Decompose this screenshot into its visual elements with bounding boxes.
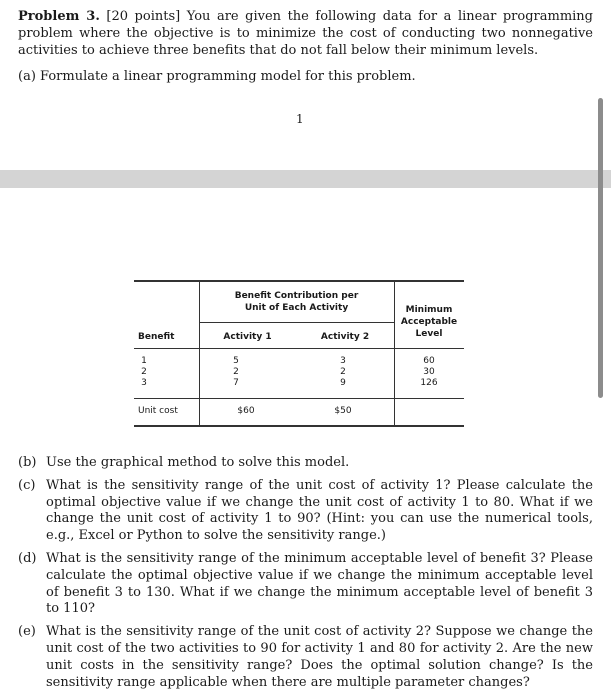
table-cell: 60 xyxy=(423,356,435,366)
question-c xyxy=(18,478,593,545)
data-table xyxy=(134,280,464,427)
group-header-line: Benefit Contribution per xyxy=(234,291,359,301)
problem-label: Problem 3. xyxy=(18,9,100,24)
table-cell: 9 xyxy=(340,378,346,388)
part-a: (a) Formulate a linear programming model for this problem. xyxy=(18,69,416,84)
min-header-line: Level xyxy=(415,329,443,339)
table-cell: 30 xyxy=(423,367,435,377)
group-header-line: Unit of Each Activity xyxy=(244,303,349,313)
problem-points: [20 points] xyxy=(106,9,181,24)
table-cell: 2 xyxy=(141,367,147,377)
question-text: What is the sensitivity range of the unit cost of activity 1? Please calculate the optimal objective value if we change the unit cost of activity 1 to 80. What if we change the unit cost of activity 1 to 90? (Hint: you can use the numerical tools, e.g., Excel or Python to solve the sensitivity range.) xyxy=(46,477,593,544)
table-cell: 126 xyxy=(420,378,438,388)
question-list xyxy=(18,455,593,697)
problem-text: You are given the following data for a linear programming problem where the objective is to minimize the cost of conducting two nonnegative activities to achieve three benefits that do not fall below their minimum levels. xyxy=(18,9,594,58)
unit-cost-label: Unit cost xyxy=(138,406,178,416)
min-header-line: Minimum xyxy=(405,305,453,315)
group-header xyxy=(199,290,394,314)
question-e xyxy=(18,624,593,691)
page-number: 1 xyxy=(296,112,304,126)
table-divider xyxy=(134,398,464,399)
scrollbar-thumb[interactable] xyxy=(598,98,603,398)
question-label: (b) xyxy=(18,455,37,470)
table-cell: 2 xyxy=(233,367,239,377)
table-divider xyxy=(134,348,464,349)
table-divider xyxy=(199,322,394,323)
benefit-header: Benefit xyxy=(138,332,175,342)
question-text: What is the sensitivity range of the minimum acceptable level of benefit 3? Please calculate the optimal objective value if we change the minimum acceptable level of benefit 3 to 130. What if we change the minimum acceptable level of benefit 3 to 110? xyxy=(46,550,593,617)
question-label: (c) xyxy=(18,477,36,493)
question-text: Use the graphical method to solve this model. xyxy=(46,455,350,470)
activity1-header: Activity 1 xyxy=(223,332,272,342)
table-cell: 2 xyxy=(340,367,346,377)
unit-cost-activity2: $50 xyxy=(334,406,352,416)
table-cell: 1 xyxy=(141,356,147,366)
table-cell: 5 xyxy=(233,356,239,366)
question-d xyxy=(18,551,593,618)
top-page xyxy=(0,0,611,170)
question-label: (e) xyxy=(18,624,36,640)
min-level-header xyxy=(394,304,464,340)
activity2-header: Activity 2 xyxy=(320,332,370,342)
table-cell: 3 xyxy=(340,356,346,366)
table-cell: 7 xyxy=(233,378,239,388)
table-cell: 3 xyxy=(141,378,147,388)
min-header-line: Acceptable xyxy=(400,317,458,327)
problem-statement xyxy=(18,8,593,59)
question-b xyxy=(18,455,593,472)
unit-cost-activity1: $60 xyxy=(237,406,255,416)
page-separator xyxy=(0,170,611,188)
question-label: (d) xyxy=(18,550,37,566)
question-text: What is the sensitivity range of the unit cost of activity 2? Suppose we change the unit cost of the two activities to 90 for activity 1 and 80 for activity 2. Are the new unit costs in the sensitivity range? Does the optimal solution change? Is the sensitivity range applicable when there are multiple parameter changes? xyxy=(46,624,593,690)
